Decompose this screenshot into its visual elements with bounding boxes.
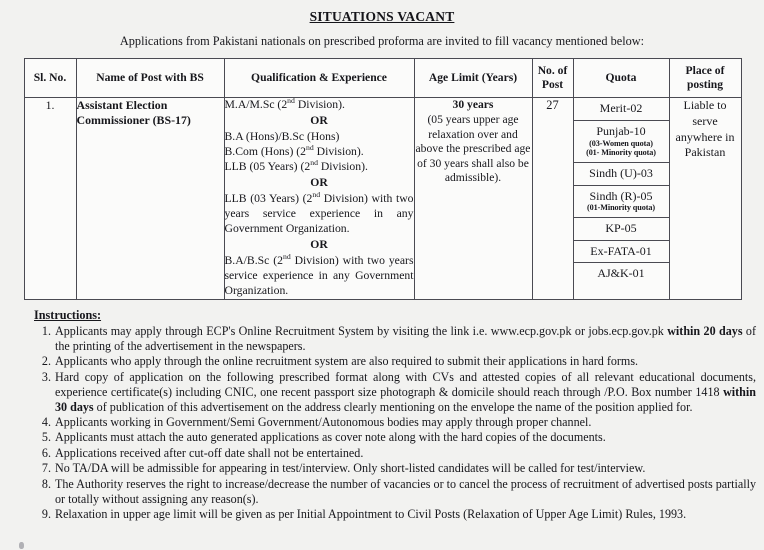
document-page (0, 9, 764, 550)
quota-row (574, 240, 669, 263)
quota-cell (574, 240, 669, 263)
instructions-heading: Instructions: (34, 307, 102, 322)
scan-artifact-speck (19, 542, 24, 549)
quota-cell (574, 121, 669, 163)
page-subtitle: Applications from Pakistani nationals on prescribed proforma are invited to fill vacancy mentioned below: (119, 34, 645, 48)
cell-post-name: Assistant Election Commissioner (BS-17) (76, 98, 224, 300)
quota-cell (574, 185, 669, 217)
quota-row (574, 98, 669, 120)
instruction-item (34, 446, 756, 461)
qualification-line: M.A/M.Sc (2nd Division). (224, 96, 345, 112)
instruction-item (34, 370, 756, 415)
instruction-number: 3. (41, 369, 51, 384)
quota-breakdown-table (574, 98, 669, 285)
col-header-sl-no: Sl. No. (24, 59, 76, 98)
instruction-item (34, 430, 756, 445)
instruction-text: Applicants who apply through the online recruitment system are also required to submit their applications in hard forms. (55, 354, 639, 369)
col-header-no-of-post: No. of Post (532, 59, 573, 98)
instruction-item (34, 461, 756, 476)
qualification-line: B.A/B.Sc (2nd Division) with two years service experience in any Government Organization. (224, 252, 414, 297)
instruction-text: Applicants must attach the auto generated applications as cover note along with the hard copies of the documents. (55, 430, 606, 445)
quota-label: Sindh (R)-05 (589, 188, 653, 203)
instruction-number: 4. (41, 414, 51, 429)
instruction-number: 8. (41, 476, 51, 491)
table-row (24, 98, 741, 300)
instruction-item (34, 324, 756, 354)
instruction-number: 7. (41, 461, 51, 476)
col-header-quota: Quota (573, 59, 669, 98)
quota-cell (574, 263, 669, 285)
instruction-text: of the printing of the advertisement in the newspapers. (55, 323, 756, 353)
qualification-line: LLB (03 Years) (2nd Division) with two years service experience in any Government Organization. (224, 190, 414, 236)
quota-row (574, 263, 669, 285)
instruction-emphasis: within 20 days (667, 323, 743, 338)
cell-place-of-posting: Liable to serve anywhere in Pakistan (669, 98, 741, 300)
col-header-post: Name of Post with BS (76, 59, 224, 98)
quota-label: Punjab-10 (596, 124, 646, 139)
qualification-line: B.Com (Hons) (2nd Division). (224, 143, 364, 159)
instruction-text: Relaxation in upper age limit will be given as per Initial Appointment to Civil Posts (Relaxation of Upper Age Limit) Rules, 1993. (55, 507, 687, 521)
instruction-number: 2. (41, 354, 51, 369)
instruction-number: 5. (41, 430, 51, 445)
vacancy-table (24, 58, 742, 300)
quota-row (574, 162, 669, 185)
instruction-text: Applicants may apply through ECP's Online Recruitment System by visiting the link i.e. www.ecp.gov.pk or jobs.ecp.gov.pk (55, 323, 668, 338)
col-header-age-limit: Age Limit (Years) (414, 59, 532, 98)
quota-label: KP-05 (605, 220, 637, 235)
cell-age-limit (414, 98, 532, 300)
instruction-text: of publication of this advertisement on the address clearly mentioning on the envelope the name of the position applied for. (93, 399, 693, 414)
qualification-or-separator: OR (310, 238, 328, 252)
quota-label: Ex-FATA-01 (590, 243, 652, 258)
instruction-text: Hard copy of application on the following prescribed format along with CVs and attested copies of all relevant educational documents, experience certificate(s) including CNIC, one recent passport size photograph & domicile should reach through /P.O. Box number 1418 (55, 369, 756, 399)
instruction-item (34, 477, 756, 507)
instruction-number: 6. (41, 445, 51, 460)
instruction-item (34, 415, 756, 430)
quota-label: AJ&K-01 (597, 266, 645, 281)
table-header-row (24, 59, 741, 98)
instruction-item (34, 354, 756, 369)
quota-cell (574, 98, 669, 120)
quota-cell (574, 217, 669, 240)
col-header-place: Place of posting (669, 59, 741, 98)
col-header-qualification: Qualification & Experience (224, 59, 414, 98)
cell-no-of-post: 27 (532, 98, 573, 300)
age-limit-detail: (05 years upper age relaxation over and above the prescribed age of 30 years shall also be admissible). (415, 112, 531, 185)
cell-quota (573, 98, 669, 300)
instructions-section (34, 308, 756, 522)
instruction-text: Applicants working in Government/Semi Government/Autonomous bodies may apply through proper channel. (55, 414, 592, 429)
quota-row (574, 121, 669, 163)
instruction-emphasis: within 30 days (55, 384, 756, 414)
vacancy-table-container (24, 58, 741, 300)
instruction-text: The Authority reserves the right to increase/decrease the number of vacancies or to cancel the process of recruitment of advertised posts partially or totally without assigning any reason(s). (55, 476, 756, 506)
quota-label: Sindh (U)-03 (589, 165, 653, 180)
cell-sl-no: 1. (24, 98, 76, 300)
quota-sub-label: (03-Women quota) (589, 138, 653, 148)
instruction-number: 1. (41, 323, 51, 338)
quota-row (574, 217, 669, 240)
instruction-number: 9. (41, 507, 51, 521)
instructions-list (34, 324, 756, 522)
quota-label: Merit-02 (599, 101, 643, 116)
quota-row (574, 185, 669, 217)
qualification-or-separator: OR (310, 114, 328, 128)
page-title: SITUATIONS VACANT (309, 9, 455, 24)
quota-sub-label: (01- Minority quota) (586, 148, 656, 158)
age-limit-main: 30 years (452, 98, 494, 112)
cell-qualification (224, 98, 414, 300)
quota-cell (574, 162, 669, 185)
qualification-line: LLB (05 Years) (2nd Division). (224, 158, 368, 174)
qualification-or-separator: OR (310, 176, 328, 190)
quota-sub-label: (01-Minority quota) (587, 203, 655, 213)
instruction-text: Applications received after cut-off date shall not be entertained. (55, 445, 364, 460)
instruction-text: No TA/DA will be admissible for appearing in test/interview. Only short-listed candidates will be called for test/interview. (55, 461, 646, 476)
instruction-item (34, 507, 756, 522)
qualification-line: B.A (Hons)/B.Sc (Hons) (224, 130, 340, 144)
